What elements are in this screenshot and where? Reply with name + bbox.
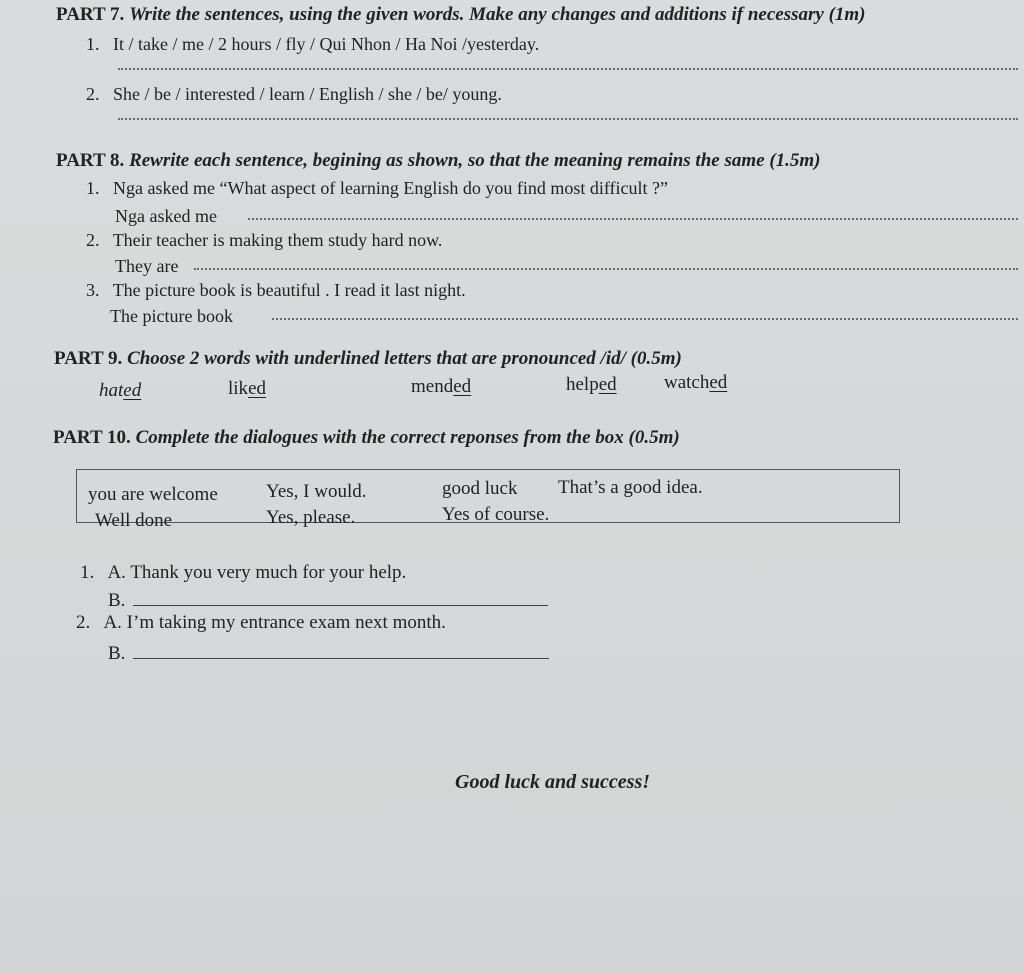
part8-item-3-start: The picture book	[110, 306, 233, 326]
closing-message: Good luck and success!	[455, 771, 651, 793]
dialogue-line-a: A. I’m taking my entrance exam next month.	[103, 612, 446, 633]
part9-title	[54, 348, 682, 370]
item-text: Their teacher is making them study hard now.	[112, 230, 443, 250]
item-text: The picture book is beautiful . I read it last night.	[112, 280, 466, 300]
word-underlined: ed	[709, 372, 728, 393]
answer-line[interactable]	[248, 218, 1018, 220]
part8-item-3	[86, 280, 466, 301]
word-underlined: ed	[598, 374, 617, 395]
part7-item-2	[86, 84, 502, 105]
dialogue-1-answer-line[interactable]	[133, 605, 548, 606]
box-option-3: good luck	[442, 478, 518, 499]
part7-item-1	[86, 34, 539, 55]
part7-label: PART 7.	[56, 4, 125, 25]
dialogue-2-a	[76, 612, 446, 634]
word-option-liked[interactable]	[228, 378, 266, 400]
answer-line[interactable]	[118, 118, 1018, 120]
part8-item-1	[86, 178, 668, 199]
item-text: It / take / me / 2 hours / fly / Qui Nhon / Ha Noi /yesterday.	[113, 34, 540, 54]
answer-line[interactable]	[118, 68, 1018, 70]
part9-instruction: Choose 2 words with underlined letters that are pronounced /id/ (0.5m)	[127, 348, 682, 369]
box-option-6: Yes, please.	[266, 507, 356, 528]
dialogue-number: 1.	[80, 562, 95, 583]
item-number: 2.	[86, 84, 100, 104]
item-number: 2.	[86, 230, 100, 250]
word-option-hated[interactable]	[99, 380, 141, 402]
answer-line[interactable]	[194, 268, 1018, 270]
part8-label: PART 8.	[56, 150, 125, 171]
box-option-2: Yes, I would.	[266, 481, 367, 502]
part8-item-2	[86, 230, 442, 251]
dialogue-2-b-label: B.	[108, 643, 126, 664]
dialogue-number: 2.	[76, 612, 91, 633]
part10-instruction: Complete the dialogues with the correct reponses from the box (0.5m)	[135, 427, 680, 448]
part7-instruction: Write the sentences, using the given words. Make any changes and additions if necessary (1m)	[129, 4, 866, 25]
word-stem: help	[566, 374, 599, 395]
word-stem: lik	[228, 378, 249, 399]
part8-instruction: Rewrite each sentence, begining as shown, so that the meaning remains the same (1.5m)	[129, 150, 821, 171]
word-underlined: ed	[123, 380, 142, 401]
word-stem: watch	[664, 372, 710, 393]
box-option-5: Well done	[95, 510, 173, 531]
part8-item-1-start: Nga asked me	[115, 206, 217, 226]
word-underlined: ed	[453, 376, 472, 397]
item-number: 1.	[86, 178, 100, 198]
part9-label: PART 9.	[54, 348, 123, 369]
part7-title	[56, 4, 866, 26]
part10-title	[53, 427, 680, 449]
dialogue-2-answer-line[interactable]	[133, 658, 549, 659]
box-option-4: That’s a good idea.	[558, 477, 703, 498]
part10-label: PART 10.	[53, 427, 131, 448]
item-number: 3.	[86, 280, 100, 300]
box-option-7: Yes of course.	[442, 504, 550, 525]
word-option-watched[interactable]	[664, 372, 727, 394]
part8-title	[56, 150, 821, 172]
box-option-1: you are welcome	[88, 484, 218, 505]
word-stem: hat	[99, 380, 124, 401]
word-stem: mend	[411, 376, 454, 397]
word-option-helped[interactable]	[566, 374, 617, 396]
word-underlined: ed	[248, 378, 266, 399]
part8-item-2-start: They are	[115, 256, 179, 276]
dialogue-1-a	[80, 562, 406, 584]
dialogue-line-a: A. Thank you very much for your help.	[107, 562, 407, 583]
answer-line[interactable]	[272, 318, 1018, 320]
word-option-mended[interactable]	[411, 376, 471, 398]
dialogue-1-b-label: B.	[108, 590, 126, 611]
item-number: 1.	[86, 34, 100, 54]
item-text: Nga asked me “What aspect of learning English do you find most difficult ?”	[113, 178, 669, 198]
item-text: She / be / interested / learn / English / she / be/ young.	[113, 84, 502, 104]
